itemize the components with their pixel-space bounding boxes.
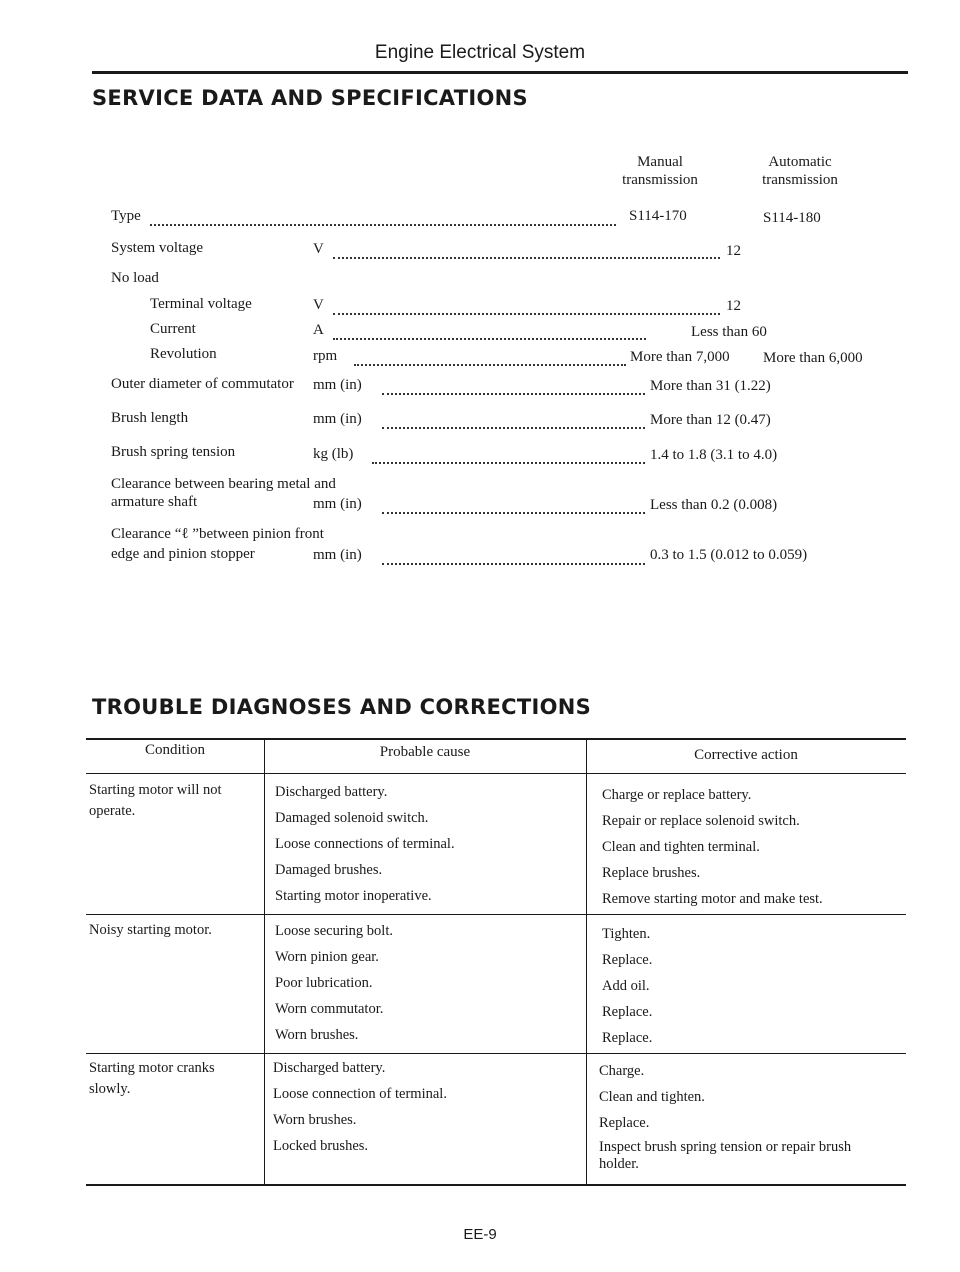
action-item: Repair or replace solenoid switch.: [602, 813, 800, 829]
action-list: [602, 785, 902, 915]
leader-brush-length: [382, 427, 645, 429]
cause-item: Discharged battery.: [275, 784, 388, 800]
action-item: Replace.: [602, 1030, 653, 1046]
spec-label-type: Type: [111, 208, 141, 224]
spec-label-no-load: No load: [111, 270, 159, 286]
table-top-rule: [86, 738, 906, 740]
spec-unit-current: A: [313, 322, 324, 338]
spec-value-brush-spring: 1.4 to 1.8 (3.1 to 4.0): [650, 447, 778, 463]
cause-item: Loose connection of terminal.: [273, 1086, 447, 1102]
leader-pinion-clearance: [382, 563, 645, 565]
spec-value-current: Less than 60: [691, 324, 767, 340]
spec-value-revolution-automatic: More than 6,000: [763, 350, 863, 366]
spec-label-revolution: Revolution: [150, 346, 217, 362]
spec-label-pinion-clearance-line2: edge and pinion stopper: [111, 546, 255, 562]
spec-label-current: Current: [150, 321, 196, 337]
condition-cell: Starting motor cranks slowly.: [89, 1060, 215, 1097]
table-bottom-rule: [86, 1184, 906, 1186]
cause-item: Damaged brushes.: [275, 862, 383, 878]
spec-label-terminal-voltage: Terminal voltage: [150, 296, 252, 312]
spec-label-pinion-clearance-line1: Clearance “ℓ ”between pinion front: [111, 526, 324, 542]
trouble-heading: TROUBLE DIAGNOSES AND CORRECTIONS: [92, 695, 592, 719]
cause-item: Worn brushes.: [275, 1027, 359, 1043]
col-head-manual: Manual transmission: [622, 154, 698, 188]
page-header-title: Engine Electrical System: [374, 42, 586, 63]
col-header-cause: Probable cause: [379, 744, 471, 760]
spec-label-brush-length: Brush length: [111, 410, 189, 426]
spec-label-system-voltage: System voltage: [111, 240, 204, 256]
spec-value-terminal-voltage: 12: [726, 298, 741, 314]
leader-current: [333, 338, 646, 340]
action-item: Tighten.: [602, 926, 651, 942]
spec-unit-pinion-clearance: mm (in): [313, 547, 362, 563]
cause-item: Starting motor inoperative.: [275, 888, 432, 904]
page-number: EE-9: [463, 1226, 497, 1243]
spec-unit-brush-spring: kg (lb): [313, 446, 354, 462]
cause-item: Loose securing bolt.: [275, 923, 393, 939]
spec-unit-terminal-voltage: V: [313, 297, 324, 313]
spec-value-bearing-clearance: Less than 0.2 (0.008): [650, 497, 778, 513]
table-header-rule: [86, 773, 906, 774]
leader-bearing-clearance: [382, 512, 645, 514]
spec-label-commutator: Outer diameter of commutator: [111, 376, 294, 392]
leader-terminal-voltage: [333, 313, 720, 315]
spec-label-bearing-clearance-line2: armature shaft: [111, 494, 198, 510]
cause-item: Poor lubrication.: [275, 975, 373, 991]
spec-unit-bearing-clearance: mm (in): [313, 496, 362, 512]
action-item: Remove starting motor and make test.: [602, 891, 823, 907]
action-item: Clean and tighten terminal.: [602, 839, 760, 855]
cause-list: [273, 1058, 578, 1162]
col-header-action: Corrective action: [694, 747, 798, 763]
cause-item: Damaged solenoid switch.: [275, 810, 429, 826]
action-item: Inspect brush spring tension or repair brush holder.: [599, 1139, 852, 1172]
spec-value-type-automatic: S114-180: [763, 210, 821, 226]
cause-item: Locked brushes.: [273, 1138, 369, 1154]
cause-item: Worn pinion gear.: [275, 949, 379, 965]
action-item: Replace brushes.: [602, 865, 701, 881]
spec-unit-commutator: mm (in): [313, 377, 362, 393]
service-data-heading: SERVICE DATA AND SPECIFICATIONS: [92, 86, 528, 110]
action-item: Charge.: [599, 1063, 645, 1079]
leader-brush-spring: [372, 462, 645, 464]
leader-system-voltage: [333, 257, 720, 259]
action-item: Replace.: [599, 1115, 650, 1131]
spec-value-revolution-manual: More than 7,000: [630, 349, 730, 365]
cause-list: [275, 921, 580, 1051]
leader-revolution: [354, 364, 626, 366]
header-rule: [92, 71, 908, 74]
spec-label-bearing-clearance-line1: Clearance between bearing metal and: [111, 476, 336, 492]
spec-value-pinion-clearance: 0.3 to 1.5 (0.012 to 0.059): [650, 547, 808, 563]
cause-item: Worn brushes.: [273, 1112, 357, 1128]
col-header-condition: Condition: [144, 742, 205, 758]
leader-commutator: [382, 393, 645, 395]
table-col-divider-2: [586, 738, 587, 1185]
table-col-divider-1: [264, 738, 265, 1185]
action-item: Replace.: [602, 1004, 653, 1020]
spec-value-brush-length: More than 12 (0.47): [650, 412, 771, 428]
action-item: Replace.: [602, 952, 653, 968]
condition-cell: Noisy starting motor.: [89, 922, 212, 938]
cause-item: Discharged battery.: [273, 1060, 386, 1076]
cause-item: Loose connections of terminal.: [275, 836, 455, 852]
leader-type: [150, 224, 616, 226]
cause-list: [275, 782, 580, 912]
spec-unit-brush-length: mm (in): [313, 411, 362, 427]
spec-unit-revolution: rpm: [313, 348, 338, 364]
col-head-automatic: Automatic transmission: [762, 154, 838, 188]
action-list: [602, 924, 902, 1054]
action-item: Clean and tighten.: [599, 1089, 705, 1105]
spec-value-commutator: More than 31 (1.22): [650, 378, 771, 394]
spec-value-type-manual: S114-170: [629, 208, 687, 224]
action-item: Add oil.: [602, 978, 650, 994]
action-item: Charge or replace battery.: [602, 787, 752, 803]
spec-value-system-voltage: 12: [726, 243, 741, 259]
condition-cell: Starting motor will not operate.: [89, 782, 222, 819]
cause-item: Worn commutator.: [275, 1001, 384, 1017]
spec-unit-system-voltage: V: [313, 241, 324, 257]
action-list: [599, 1061, 899, 1178]
spec-label-brush-spring: Brush spring tension: [111, 444, 236, 460]
